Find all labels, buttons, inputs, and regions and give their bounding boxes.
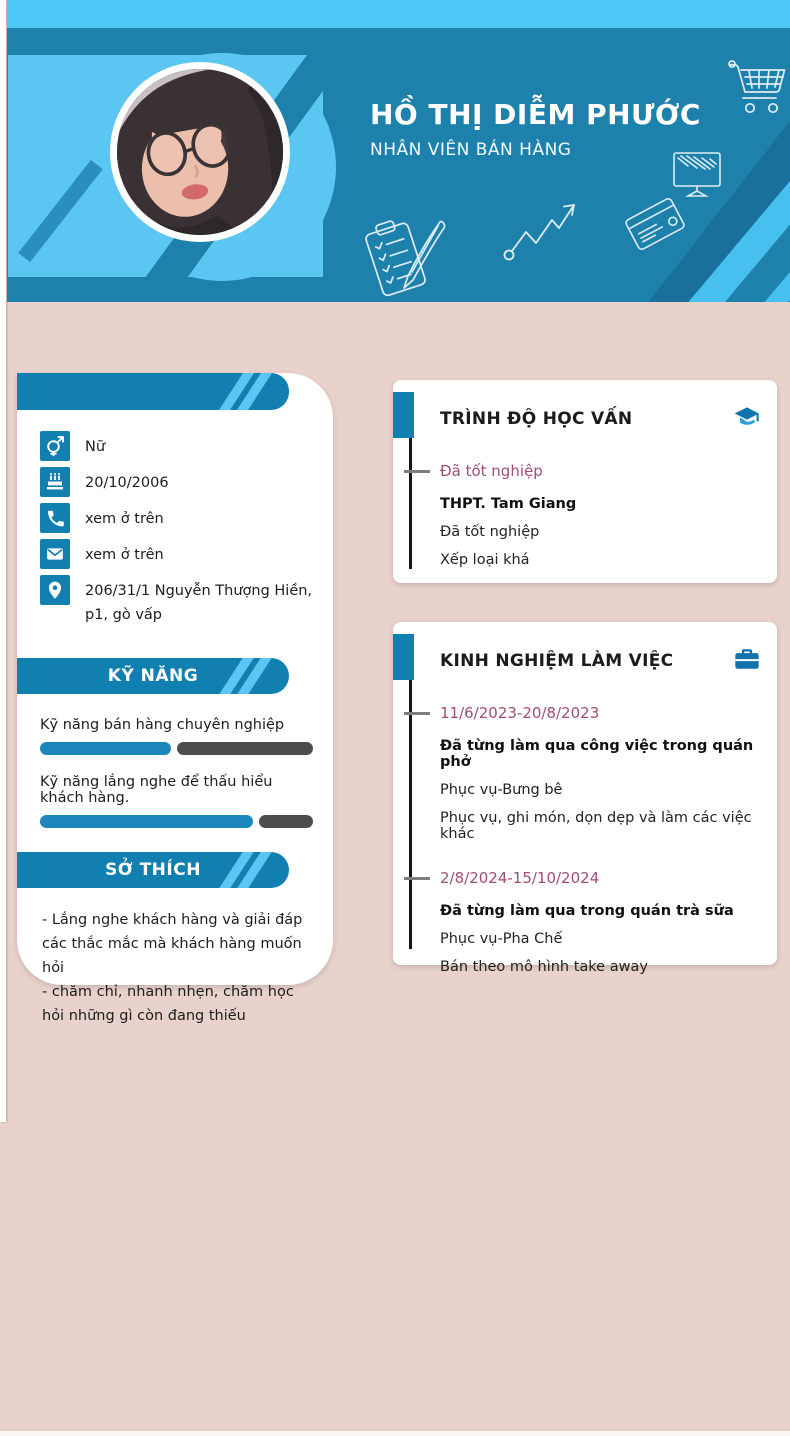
experience-heading: KINH NGHIỆM LÀM VIỆC bbox=[440, 651, 674, 671]
phone-value: xem ở trên bbox=[85, 511, 164, 527]
contact-header-bar bbox=[17, 373, 289, 410]
contact-row-gender bbox=[40, 431, 313, 464]
skills-heading: KỸ NĂNG bbox=[107, 666, 199, 686]
banner-right-dark-stripe bbox=[618, 105, 790, 302]
left-info-card bbox=[17, 373, 333, 1024]
skills-list bbox=[17, 694, 333, 828]
address-value: 206/31/1 Nguyễn Thượng Hiền, p1, gò vấp bbox=[85, 583, 313, 623]
person-name: HỒ THỊ DIỄM PHƯỚC bbox=[370, 98, 701, 131]
section-accent-tab bbox=[393, 392, 414, 438]
skill-label: Kỹ năng lắng nghe để thấu hiểu khách hàng. bbox=[40, 774, 273, 806]
email-value: xem ở trên bbox=[85, 547, 164, 563]
header-banner bbox=[7, 28, 790, 302]
experience-line: Phục vụ, ghi món, dọn dẹp và làm các việc khác bbox=[440, 810, 752, 842]
skill-label: Kỹ năng bán hàng chuyên nghiệp bbox=[40, 717, 285, 733]
top-accent-bar bbox=[7, 0, 790, 28]
contact-row-email bbox=[40, 539, 313, 572]
page-bottom-edge bbox=[0, 1431, 790, 1436]
hobbies-header-bar bbox=[17, 852, 289, 888]
education-line: Xếp loại khá bbox=[440, 552, 530, 568]
skill-bar bbox=[40, 815, 313, 828]
contact-row-phone bbox=[40, 503, 313, 536]
briefcase-icon bbox=[733, 645, 761, 677]
experience-entry bbox=[440, 869, 761, 975]
experience-title: Đã từng làm qua trong quán trà sữa bbox=[440, 903, 734, 919]
hobby-item: - Lắng nghe khách hàng và giải đáp các thắc mắc mà khách hàng muốn hỏi bbox=[42, 912, 303, 976]
timeline-line bbox=[409, 680, 412, 949]
birthday-icon bbox=[40, 467, 70, 497]
skills-header-bar bbox=[17, 658, 289, 694]
experience-line: Phục vụ-Pha Chế bbox=[440, 931, 563, 947]
birthday-value: 20/10/2006 bbox=[85, 475, 169, 491]
experience-card bbox=[393, 622, 777, 975]
hobbies-heading: SỞ THÍCH bbox=[105, 860, 201, 880]
experience-line: Bán theo mô hình take away bbox=[440, 959, 648, 975]
phone-icon bbox=[40, 503, 70, 533]
gender-value: Nữ bbox=[85, 439, 106, 455]
education-line: Đã tốt nghiệp bbox=[440, 524, 540, 540]
experience-date: 2/8/2024-15/10/2024 bbox=[440, 869, 761, 887]
experience-line: Phục vụ-Bưng bê bbox=[440, 782, 563, 798]
timeline-line bbox=[409, 438, 412, 569]
profile-photo bbox=[117, 69, 283, 235]
skill-bar-fill bbox=[40, 742, 171, 755]
person-job-title: NHÂN VIÊN BÁN HÀNG bbox=[370, 140, 572, 160]
skill-bar-rest bbox=[177, 742, 313, 755]
shopping-cart-icon bbox=[726, 56, 790, 120]
graduation-cap-icon bbox=[733, 403, 761, 435]
hobbies-text bbox=[17, 888, 333, 1028]
page-left-edge bbox=[0, 0, 6, 1122]
profile-photo-ring bbox=[110, 62, 290, 242]
email-icon bbox=[40, 539, 70, 569]
education-card bbox=[393, 380, 777, 583]
trend-arrow-icon bbox=[503, 196, 583, 266]
contact-row-birthday bbox=[40, 467, 313, 500]
experience-entry bbox=[440, 704, 761, 842]
hobby-item: - chăm chỉ, nhanh nhẹn, chăm học hỏi những gì còn đang thiếu bbox=[42, 984, 294, 1024]
contact-info-list bbox=[17, 410, 333, 627]
skill-bar-rest bbox=[259, 815, 313, 828]
location-icon bbox=[40, 575, 70, 605]
contact-row-address bbox=[40, 575, 313, 627]
experience-title: Đã từng làm qua công việc trong quán phở bbox=[440, 738, 754, 770]
clipboard-pen-icon bbox=[360, 214, 456, 302]
skill-bar bbox=[40, 742, 313, 755]
education-date: Đã tốt nghiệp bbox=[440, 462, 761, 480]
gender-icon bbox=[40, 431, 70, 461]
credit-card-icon bbox=[623, 195, 688, 252]
monitor-icon bbox=[672, 151, 722, 199]
education-title: THPT. Tam Giang bbox=[440, 496, 577, 512]
skill-bar-fill bbox=[40, 815, 253, 828]
section-accent-tab bbox=[393, 634, 414, 680]
experience-date: 11/6/2023-20/8/2023 bbox=[440, 704, 761, 722]
education-heading: TRÌNH ĐỘ HỌC VẤN bbox=[440, 409, 633, 429]
